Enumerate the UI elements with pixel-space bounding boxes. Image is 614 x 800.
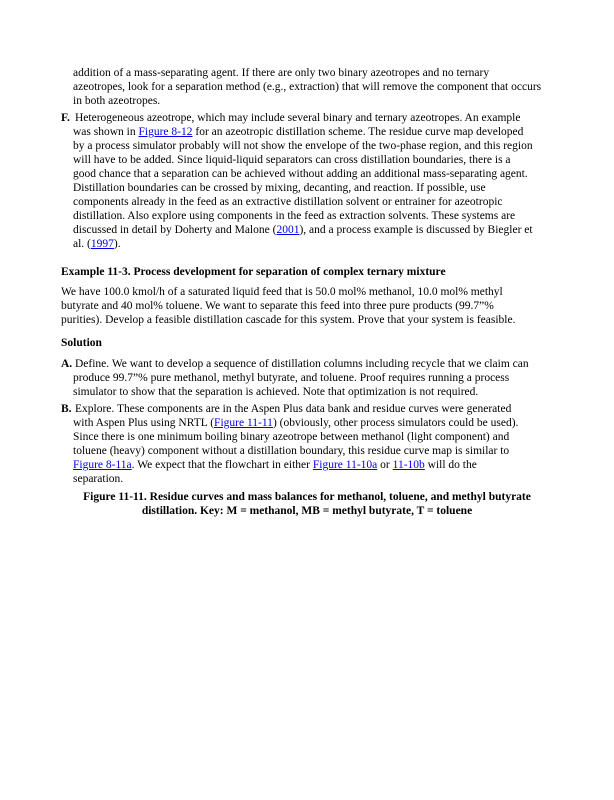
example-line-2: butyrate and 40 mol% toluene. We want to separate this feed into three pure products (99.7”% [61, 300, 494, 312]
item-b-line-1: Explore. These components are in the Aspen Plus data bank and residue curves were generated [75, 403, 512, 415]
ref-2001-link[interactable]: 2001 [276, 224, 300, 236]
item-f-line-6: Distillation boundaries can be crossed by mixing, decanting, and reaction. If possible, use [73, 182, 486, 194]
ref-1997-link[interactable]: 1997 [90, 238, 114, 250]
figure-8-12-link[interactable]: Figure 8-12 [138, 126, 193, 138]
figure-caption-line-1: Figure 11-11. Residue curves and mass balances for methanol, toluene, and methyl butyrate [83, 491, 531, 503]
figure-caption-line-2: distillation. Key: M = methanol, MB = methyl butyrate, T = toluene [141, 505, 473, 517]
item-b-line-4: toluene (heavy) component without a distillation boundary, this residue curve map is similar to [73, 445, 510, 457]
item-f-line-7: components already in the feed as an extractive distillation solvent or entrainer for azeotropic [73, 196, 503, 208]
continuation-line-3: in both azeotropes. [73, 95, 161, 107]
item-a-label: A. [61, 358, 73, 370]
figure-11-11-link[interactable]: Figure 11-11 [214, 417, 273, 429]
solution-heading: Solution [61, 337, 102, 349]
item-b-line-3: Since there is one minimum boiling binary azeotrope between methanol (light component) and [73, 431, 510, 443]
item-f-line-10: al. (1997). [73, 238, 121, 250]
item-f-line-8: distillation. Also explore using components in the feed as extraction solvents. These systems are [73, 210, 516, 222]
item-f-line-5: good chance that a separation can be achieved without adding an additional mass-separating agent. [73, 168, 528, 180]
item-b-label: B. [61, 403, 72, 415]
item-f-line-2: was shown in Figure 8-12 for an azeotropic distillation scheme. The residue curve map developed [73, 126, 524, 138]
item-b-line-5: Figure 8-11a. We expect that the flowchart in either Figure 11-10a or 11-10b will do the [73, 459, 477, 471]
item-f-line-1: Heterogeneous azeotrope, which may include several binary and ternary azeotropes. An example [75, 112, 521, 124]
example-line-3: purities). Develop a feasible distillation cascade for this system. Prove that your system is feasible. [61, 314, 516, 326]
continuation-line-1: addition of a mass-separating agent. If there are only two binary azeotropes and no ternary [73, 67, 490, 79]
item-a-line-3: simulator to show that the separation is achieved. Note that optimization is not required. [73, 386, 479, 398]
item-a-line-2: produce 99.7”% pure methanol, methyl butyrate, and toluene. Proof requires running a process [73, 372, 510, 384]
item-f-line-3: by a process simulator probably will not show the envelope of the two-phase region, and this region [73, 140, 533, 152]
item-f-line-9: discussed in detail by Doherty and Malone (2001), and a process example is discussed by Biegler et [73, 224, 533, 236]
continuation-line-2: azeotropes, look for a separation method (e.g., extraction) that will remove the component that occurs [73, 81, 542, 93]
item-a-line-1: Define. We want to develop a sequence of distillation columns including recycle that we claim can [75, 358, 529, 370]
item-f-label: F. [61, 112, 70, 124]
figure-11-10b-link[interactable]: 11-10b [392, 459, 425, 471]
example-line-1: We have 100.0 kmol/h of a saturated liquid feed that is 50.0 mol% methanol, 10.0 mol% methyl [61, 286, 503, 298]
example-title: Example 11-3. Process development for separation of complex ternary mixture [61, 266, 446, 278]
item-b-line-2: with Aspen Plus using NRTL (Figure 11-11) (obviously, other process simulators could be used). [73, 417, 519, 429]
figure-8-11a-link[interactable]: Figure 8-11a [73, 459, 132, 471]
figure-11-10a-link[interactable]: Figure 11-10a [312, 459, 378, 471]
item-f-line-4: will have to be added. Since liquid-liquid separators can cross distillation boundaries, there is a [73, 154, 511, 166]
item-b-line-6: separation. [73, 473, 124, 485]
